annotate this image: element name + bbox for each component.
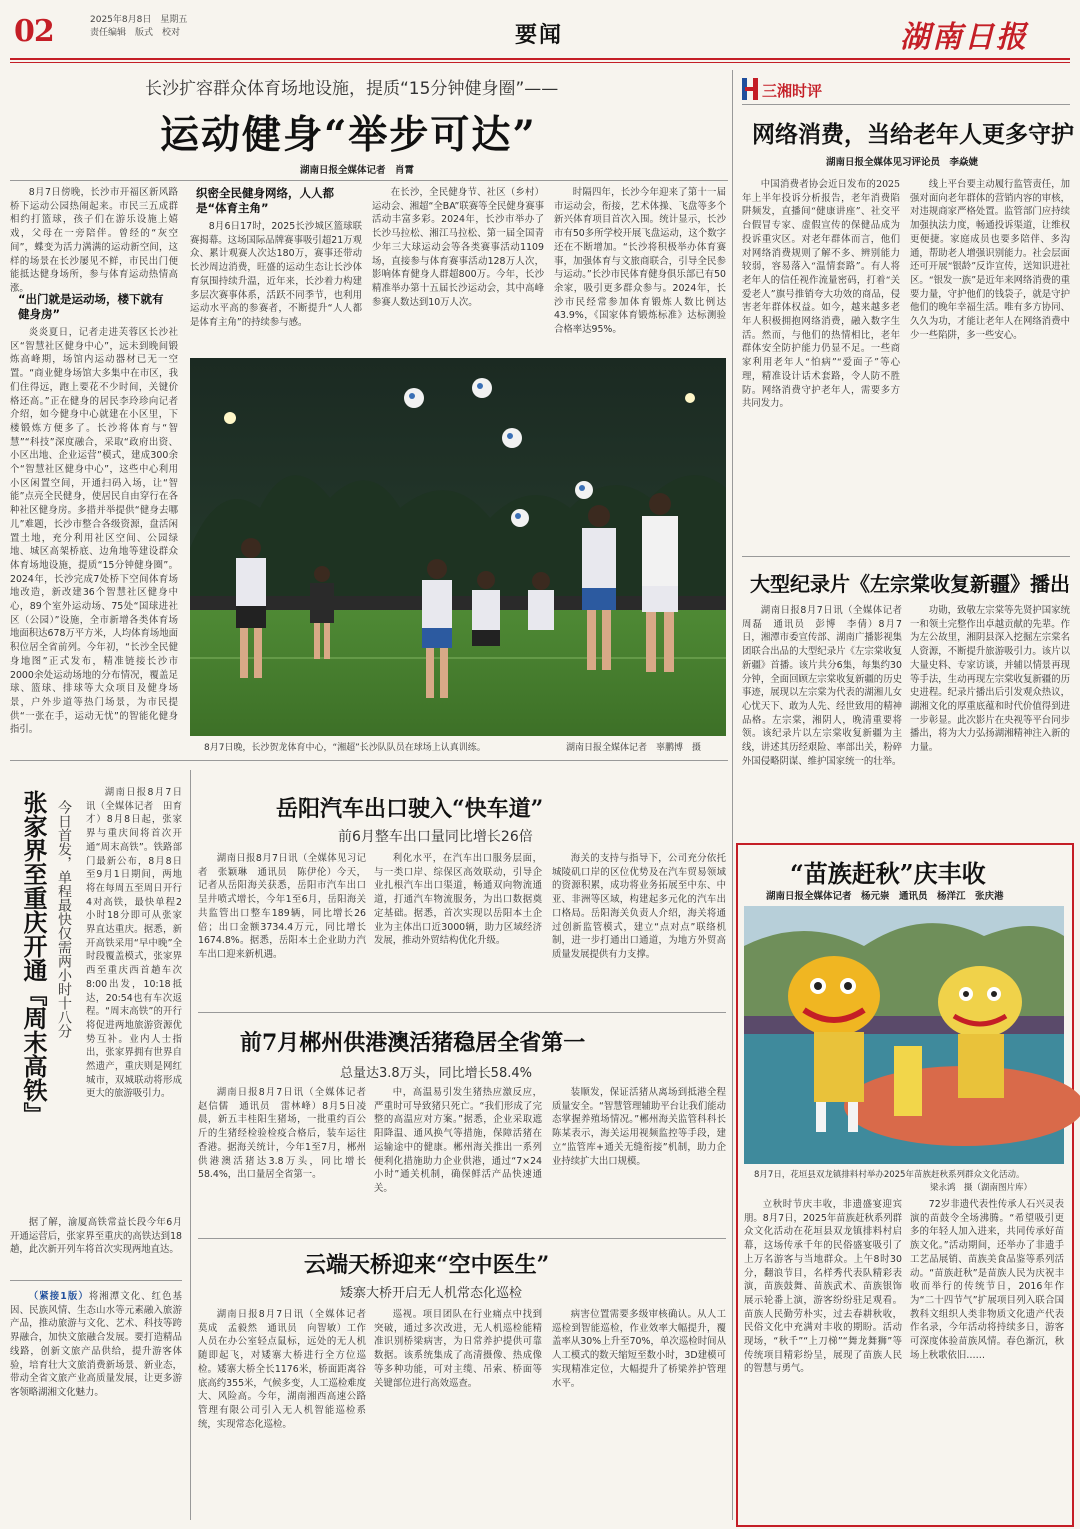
lead-kicker: 长沙扩容群众体育场地设施，提质“15分钟健身圈”—— xyxy=(145,79,559,99)
yunduan-subtitle: 矮寨大桥开启无人机常态化巡检 xyxy=(340,1286,523,1301)
miao-col2: 72岁非遗代表性传承人石兴灵表演的苗鼓令全场沸腾。“希望吸引更多的年轻人加入进来，共同传承好苗族文化。”活动期间，还举办了非遗手工艺品展销、苗族美食品鉴等系列活动。“苗族赶秋”是苗族人民为庆祝丰收而举行的传统节日，2016年作为“二十四节气”扩展项目列入联合国教科文组织人类非物质文化遗产代表作名录，今年活动将持续多日，游客可深度体验苗族风情。春色渐沉，秋场上秋歌依旧…… xyxy=(910,1199,1064,1361)
culture-rule xyxy=(10,1280,182,1281)
lead-photo-credit: 湖南日报全媒体记者 辜鹏博 摄 xyxy=(566,743,702,753)
yunduan-col2: 巡视。项目团队在行业痛点中找到突破，通过多次改进，无人机巡检能精准识别桥梁病害，为日常养护提供可靠数据。该系统集成了高清摄像、热成像等多种功能，可对主缆、吊索、桥面等关键部位进行高效巡查。 xyxy=(374,1309,542,1389)
yueyang-col1: 湖南日报8月7日讯（全媒体见习记者 张颖琳 通讯员 陈伊伦）今天，记者从岳阳海关获悉，岳阳市汽车出口呈井喷式增长，今年1至6月，岳阳海关共监管出口整车189辆，同比增长26倍；出口金额3734.4万元，同比增长1674.8%。据悉，岳阳本土企业助力汽车出口迎来新机遇。 xyxy=(198,853,366,960)
yueyang-rule xyxy=(198,1012,726,1013)
continuation-label: （紧接1版） xyxy=(28,1291,89,1302)
lead-subhead-2: 织密全民健身网络，人人都是“体育主角” xyxy=(196,186,334,215)
lead-col4: 在长沙，全民健身节、社区（乡村）运动会、湘超“全BA”联赛等全民健身赛事活动丰富多彩。2024年，长沙市举办了长沙马拉松、湘江马拉松、第一届全国青少年三大球运动会等各类赛事活动1109场，直接参与体育赛事活动128万人次，影响体育健身人群超800万。今年，长沙精准举办第十五届长沙运动会，其中高峰参赛人数达到10万人次。 xyxy=(372,187,544,308)
lead-subhead-1: “出门就是运动场，楼下就有健身房” xyxy=(18,292,164,321)
header-info xyxy=(90,14,187,40)
miao-photo xyxy=(744,906,1064,1164)
chenzhou-subtitle: 总量达3.8万头，同比增长58.4% xyxy=(340,1066,532,1081)
zjj-vertical-subtitle: 今日首发，单程最快仅需两小时十八分 xyxy=(56,800,72,1038)
chenzhou-title: 前7月郴州供港澳活猪稳居全省第一 xyxy=(240,1030,586,1056)
chenzhou-rule xyxy=(198,1238,726,1239)
commentary-brand-icon xyxy=(742,78,758,100)
lead-col5: 时隔四年，长沙今年迎来了第十一届市运动会，衔接，艺术体操、飞盘等多个新兴体育项目首次入围。统计显示，长沙市有50多所学校开展飞盘运动，这个数字还在不断增加。“长沙将积极举办体育赛事，加强体育与文旅商联合，引导全民参与运动。”长沙市民体育健身俱乐部已有50余家，吸引更多群众参与。2024年，长沙市民经常参加体育锻炼人数比例达43.9%，《国家体育锻炼标准》达标测验合格率达95%。 xyxy=(554,187,726,336)
lead-photo xyxy=(190,358,726,736)
page-number: 02 xyxy=(14,14,54,49)
yueyang-subtitle: 前6月整车出口量同比增长26倍 xyxy=(338,829,533,845)
commentary-rule xyxy=(742,104,1070,105)
commentary-byline: 湖南日报全媒体见习评论员 李焱婕 xyxy=(826,157,979,168)
date-line: 2025年8月8日 星期五 xyxy=(90,15,188,25)
commentary-col1: 中国消费者协会近日发布的2025年上半年投诉分析报告，老年消费陷阱频发，直播间“健康讲座”、社交平台假冒专家、虚假宣传的保健品成为投诉重灾区。对老年群体而言，他们对网络消费规则了解不多、辨别能力较弱，容易落入“温情套路”。有人将老年人的信任视作流量密码，打着“关爱老人”旗号推销夸大功效的商品，侵害老年群体权益。如今，越来越多老年人积极拥抱网络消费，融入数字生活。然而，与他们的热情相比，老年群体安全防护能力仍显不足。一些商家利用老年人“怕病”“爱面子”等心理，精准设计话术套路，令人防不胜防。网络消费守护老年人，需要多方共同发力。 xyxy=(742,179,900,410)
yunduan-col1: 湖南日报8月7日讯（全媒体记者 莫成 孟毅然 通讯员 向智敏）工作人员在办公室轻点鼠标，远处的无人机随即起飞，对矮寨大桥进行全方位巡检。矮寨大桥全长1176米，桥面距离谷底高约355米，气候多变，人工巡检难度大、风险高。今年，湖南湘西高速公路管理有限公司引入无人机智能巡检系统，实现常态化巡检。 xyxy=(198,1309,376,1430)
commentary-col2: 线上平台要主动履行监管责任，加强对面向老年群体的营销内容的审核，对违规商家严格处置。监管部门应持续加强执法力度，畅通投诉渠道，让维权更便捷。家庭成员也要多陪伴、多沟通，帮助老人增强识别能力。社会层面还可开展“银龄”反诈宣传，送知识进社区。“银发一族”是近年来网络消费的重要力量，守护他们的钱袋子，就是守护他们的晚年幸福生活。唯有多方协同、久久为功，才能让老年人在网络消费中少一些陷阱，多一些安心。 xyxy=(910,179,1070,341)
zjj-vertical-title: 张家界至重庆开通『周末高铁』 xyxy=(19,790,48,1126)
chenzhou-col3: 装顺发，保证活猪从离场到抵港全程质量安全。“智慧管理辅助平台让我们能动态掌握养殖场情况。”郴州海关监管科科长陈某表示，海关运用视频监控等手段，建立“监管库+通关无缝衔接”机制，助力企业持续扩大出口规模。 xyxy=(552,1087,726,1167)
miao-photo-credit: 梁永鸿 摄（湖南图片库） xyxy=(930,1183,1033,1193)
doc-col2: 功勋，致敬左宗棠等先贤护国家统一和领土完整作出卓越贡献的先辈。作为左公故里，湘阴县深入挖掘左宗棠名人资源，不断提升旅游吸引力。该片以大量史料、专家访谈，并辅以情景再现等手法，生动再现左宗棠收复新疆的历史进程。纪录片播出后引发观众热议，湖湘文化的厚重底蕴和时代价值得到进一步彰显。此次影片在央视等平台同步播出，将为大力弘扬湖湘精神注入新的力量。 xyxy=(910,605,1070,754)
header-rule xyxy=(10,58,1070,60)
zjj-divider xyxy=(190,770,191,1520)
football-training-image xyxy=(190,358,726,736)
lead-byline: 湖南日报全媒体记者 肖霄 xyxy=(300,165,415,176)
lead-col1: 8月7日傍晚，长沙市开福区新风路桥下运动公园热闹起来。市民三五成群相约打篮球，孩子们在游乐设施上嬉戏，父母在一旁陪伴。曾经的“灰空间”，蝶变为活力满满的运动新空间，这样的场景在长沙屡见不鲜，市民出门便能抵达健身场所，参与体育运动热情高涨。 xyxy=(10,187,178,294)
commentary-bottom-rule xyxy=(742,556,1070,557)
lead-photo-caption: 8月7日晚，长沙贺龙体育中心，“湘超”长沙队队员在球场上认真训练。 xyxy=(204,743,486,753)
editors-line: 责任编辑 版式 校对 xyxy=(90,28,181,38)
miao-col1: 立秋时节庆丰收，非遗盛宴迎宾朋。8月7日，2025年苗族赶秋系列群众文化活动在花垣县双龙镇排料村启幕，这场传承千年的民俗盛宴吸引了上万名游客与当地群众。上午8时30分，翻浪节目，名样秀代表队精彩表演，苗族鼓舞、苗族武术、苗族银饰展示轮番上演，游客纷纷驻足观看。苗族人民勤劳朴实，过去春耕秋收，民俗文化中充满对丰收的期盼。活动现场，“秋千”“上刀梯”“舞龙舞狮”等传统项目精彩纷呈，展现了苗族人民的智慧与勇气。 xyxy=(744,1199,902,1375)
lion-dance-image xyxy=(744,906,1064,1164)
chenzhou-col1: 湖南日报8月7日讯（全媒体记者 赵信儒 通讯员 雷林峰）8月5日凌晨，新五丰桂阳生猪场，一批重约百公斤的生猪经检验检疫合格后，装车运往香港。据海关统计，今年1至7月，郴州供港澳活猪达3.8万头，同比增长58.4%，出口量居全省第一。 xyxy=(198,1087,376,1181)
zjj-col: 湖南日报8月7日讯（全媒体记者 田育才）8月8日起，张家界与重庆间将首次开通“周末高铁”。铁路部门最新公布，8月8日至9月1日期间，两地将在每周五至周日开行4对高铁，最快单程2小时18分即可从张家界直达重庆。据悉，新开高铁采用“早中晚”全时段覆盖模式，张家界西至重庆西首趟车次8:00出发，10:18抵达，20:54也有车次返程。“周末高铁”的开行将促进两地旅游资源优势互补。业内人士指出，张家界拥有世界自然遗产，重庆则是网红城市，双城联动将形成更大的旅游吸引力。 xyxy=(86,787,182,1100)
yueyang-col3: 海关的支持与指导下，公司充分依托城陵矶口岸的区位优势及在汽车贸易领域的资源积累，成功将业务拓展至中东、中亚、非洲等区域，构建起多元化的汽车出口格局。岳阳海关负责人介绍，海关将通过创新监管模式，建立“点对点”联络机制，进一步打通出口通道，为地方外贸高质量发展提供有力支撑。 xyxy=(552,853,726,960)
miao-title: “苗族赶秋”庆丰收 xyxy=(790,859,986,888)
commentary-title: 网络消费，当给老年人更多守护 xyxy=(752,121,1074,148)
culture-col xyxy=(10,1290,182,1520)
chenzhou-col2: 中，高温易引发生猪热应激反应，严重时可导致猪只死亡。“我们形成了完整的高温应对方案。”据悉，企业采取遮阳降温、通风换气等措施，保障活猪在运输途中的健康。郴州海关推出一系列便利化措施助力企业供港，通过“7×24小时”通关机制，确保鲜活产品快速通关。 xyxy=(374,1087,542,1194)
yunduan-col3: 病害位置需要多级审核确认。从人工巡检到智能巡检，作业效率大幅提升，覆盖率从30%上升至70%，单次巡检时间从人工模式的数天缩短至数小时，3D建模可实现精准定位，大幅提升了桥梁养护管理水平。 xyxy=(552,1309,726,1389)
miao-photo-caption: 8月7日，花垣县双龙镇排料村举办2025年苗族赶秋系列群众文化活动。 xyxy=(754,1170,1025,1180)
doc-col1: 湖南日报8月7日讯（全媒体记者 周磊 通讯员 彭博 李倩）8月7日，湘潭市委宣传部、湖南广播影视集团联合出品的大型纪录片《左宗棠收复新疆》首播。该片共分6集，每集约30分钟，全面回顾左宗棠收复新疆的历史事迹，展现以左宗棠为代表的湖湘儿女心忧天下、敢为人先、经世致用的精神品格。左宗棠，湘阴人，晚清重要将领。该纪录片以左宗棠收复新疆为主线，讲述其历经艰险、率部出关，粉碎外国侵略阴谋、维护国家统一的壮举。 xyxy=(742,605,912,767)
column-divider xyxy=(732,70,733,1520)
header-rule-thin xyxy=(10,62,1070,63)
yueyang-title: 岳阳汽车出口驶入“快车道” xyxy=(276,796,544,822)
lower-rule xyxy=(10,760,728,761)
doc-title: 大型纪录片《左宗棠收复新疆》播出 xyxy=(750,572,1070,596)
commentary-brand: 三湘时评 xyxy=(762,82,823,100)
section-title: 要闻 xyxy=(515,22,564,48)
lead-divider xyxy=(10,180,728,181)
zjj-col-bottom: 据了解，渝厦高铁常益长段今年6月开通运营后，张家界至重庆的高铁达到18趟，此次新开列车将首次实现两地直达。 xyxy=(10,1217,182,1256)
yunduan-title: 云端天桥迎来“空中医生” xyxy=(304,1252,550,1278)
lead-title: 运动健身“举步可达” xyxy=(160,112,537,158)
miao-byline: 湖南日报全媒体记者 杨元崇 通讯员 杨洋江 张庆港 xyxy=(766,891,1004,902)
culture-text: 将湘潭文化、红色基因、民族风情、生态山水等元素融入旅游产品，推动旅游与文化、艺术、科技等跨界融合，加快文旅融合发展。要打造精品线路，创新文旅产品供给，提升游客体验，培育壮大文旅消费新场景、新业态，带动全省文旅产业高质量发展，让更多游客领略湖湘文化魅力。 xyxy=(10,1291,182,1398)
lead-col3: 8月6日17时，2025长沙城区篮球联赛揭幕。这场国际品牌赛事吸引超21万观众、累计观赛人次达180万，赛事还带动长沙周边消费，旺盛的运动生态让长沙体育氛围持续升温，近年来，长沙着力构建多层次赛事体系，活跃不同季节，也利用运动水平高的参赛者，不断提升“人人都是体育主角”的持续参与感。 xyxy=(190,221,362,328)
yueyang-col2: 利化水平，在汽车出口服务层面，与一类口岸、综保区高效联动，引导企业扎根汽车出口渠道，畅通双向物流通道，打通汽车物流服务，为出口数据奠定基础。据悉，首次实现以岳阳本土企业为主体出口近3000辆，助力区域经济发展，推动外贸结构优化升级。 xyxy=(374,853,542,947)
masthead-logo: 湖南日报 xyxy=(900,20,1028,55)
lead-col2: 炎炎夏日，记者走进芙蓉区长沙社区“智慧社区健身中心”，远未到晚间锻炼高峰期，场馆内运动器材已无一空置。“商业健身场馆大多集中在市区，我们住得远，跑上要花不少时间，关键价格还高。”正在健身的居民李玲珍向记者介绍，如今健身中心就建在小区里，下楼锻炼方便多了。长沙将体育与“智慧”“科技”深度融合，采取“政府出资、小区出地、企业运营”模式，建成300余个“智慧社区健身中心”，这些中心利用小区闲置空间，开通扫码入场，让“智能”点亮全民健身，使居民自由穿行在各种社区健身房。多措并举提供“健身去哪儿”难题，长沙市整合各级资源，盘活闲置土地，充分利用社区空间、公园绿地、城区高架桥底、边角地等建设群众体育场地设施，提质“15分钟健身圈”。2024年，长沙完成7处桥下空间体育场地改造，新改建36个智慧社区健身中心，89个室外运动场、75处“国球进社区（公园）”设施，全市新增各类体育场地面积达678万平方米，人均体育场地面积位居全省前列。今年初，“长沙全民健身地图”正式发布，精准链接长沙市2000余处运动场地的分布情况，覆盖足球、篮球、排球等大众项目及健身场景，户外步道等热门场景，为市民提供“一张在手，运动无忧”的智能化健身指引。 xyxy=(10,327,178,736)
